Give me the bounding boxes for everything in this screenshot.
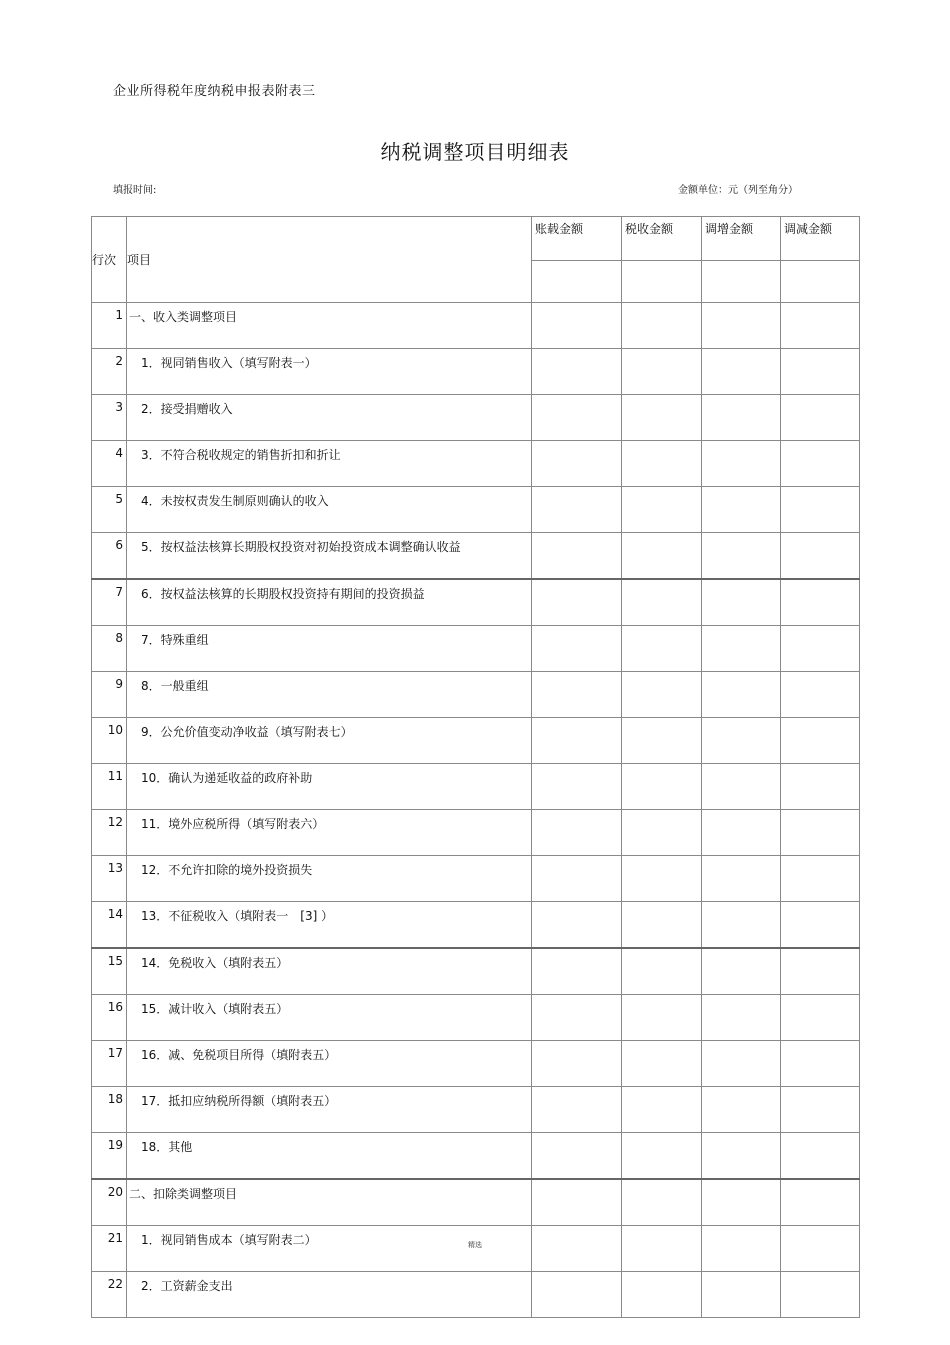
book-amount-cell[interactable] [532, 1041, 622, 1087]
header-blank-cell [532, 261, 622, 303]
increase-amount-cell[interactable] [702, 626, 781, 672]
decrease-amount-cell[interactable] [781, 1133, 860, 1180]
row-number: 19 [92, 1133, 127, 1180]
page-title: 纳税调整项目明细表 [380, 140, 570, 164]
book-amount-cell[interactable] [532, 995, 622, 1041]
column-header-book-amount: 账载金额 [532, 217, 622, 261]
column-header-decrease-amount: 调减金额 [781, 217, 860, 261]
tax-amount-cell[interactable] [622, 948, 702, 995]
tax-amount-cell[interactable] [622, 626, 702, 672]
table-row [92, 579, 860, 626]
tax-amount-cell[interactable] [622, 1272, 702, 1318]
header-blank-cell [702, 261, 781, 303]
book-amount-cell[interactable] [532, 533, 622, 580]
table-row [92, 948, 860, 995]
tax-amount-cell[interactable] [622, 441, 702, 487]
table-row [92, 1179, 860, 1226]
row-item-label: 5．按权益法核算长期股权投资对初始投资成本调整确认收益 [127, 533, 532, 580]
row-item-label: 3．不符合税收规定的销售折扣和折让 [127, 441, 532, 487]
decrease-amount-cell[interactable] [781, 349, 860, 395]
book-amount-cell[interactable] [532, 1179, 622, 1226]
row-item-label: 9．公允价值变动净收益（填写附表七） [127, 718, 532, 764]
table-row [92, 1272, 860, 1318]
increase-amount-cell[interactable] [702, 533, 781, 580]
row-item-label: 10．确认为递延收益的政府补助 [127, 764, 532, 810]
footer-text: 精选 [468, 1241, 482, 1249]
book-amount-cell[interactable] [532, 902, 622, 949]
tax-amount-cell[interactable] [622, 1087, 702, 1133]
table-row [92, 487, 860, 533]
tax-amount-cell[interactable] [622, 1179, 702, 1226]
row-item-label: 8．一般重组 [127, 672, 532, 718]
tax-amount-cell[interactable] [622, 672, 702, 718]
book-amount-cell[interactable] [532, 626, 622, 672]
row-number: 1 [92, 303, 127, 349]
decrease-amount-cell[interactable] [781, 902, 860, 949]
row-number: 20 [92, 1179, 127, 1226]
row-number: 14 [92, 902, 127, 949]
decrease-amount-cell[interactable] [781, 626, 860, 672]
tax-amount-cell[interactable] [622, 856, 702, 902]
tax-amount-cell[interactable] [622, 1133, 702, 1180]
row-item-label: 18．其他 [127, 1133, 532, 1180]
book-amount-cell[interactable] [532, 764, 622, 810]
tax-amount-cell[interactable] [622, 533, 702, 580]
row-number: 18 [92, 1087, 127, 1133]
book-amount-cell[interactable] [532, 718, 622, 764]
row-item-label: 1．视同销售成本（填写附表二） [127, 1226, 532, 1272]
tax-amount-cell[interactable] [622, 579, 702, 626]
book-amount-cell[interactable] [532, 1087, 622, 1133]
table-row [92, 718, 860, 764]
row-number: 15 [92, 948, 127, 995]
row-number: 12 [92, 810, 127, 856]
increase-amount-cell[interactable] [702, 579, 781, 626]
tax-amount-cell[interactable] [622, 902, 702, 949]
fill-time-label: 填报时间: [113, 185, 157, 196]
increase-amount-cell[interactable] [702, 672, 781, 718]
row-number: 7 [92, 579, 127, 626]
decrease-amount-cell[interactable] [781, 810, 860, 856]
increase-amount-cell[interactable] [702, 1087, 781, 1133]
decrease-amount-cell[interactable] [781, 303, 860, 349]
table-row [92, 626, 860, 672]
book-amount-cell[interactable] [532, 810, 622, 856]
row-item-label: 4．未按权责发生制原则确认的收入 [127, 487, 532, 533]
row-number: 11 [92, 764, 127, 810]
table-row [92, 902, 860, 949]
book-amount-cell[interactable] [532, 672, 622, 718]
header-blank-cell [781, 261, 860, 303]
decrease-amount-cell[interactable] [781, 672, 860, 718]
unit-label: 金额单位：元（列至角分） [678, 185, 798, 196]
decrease-amount-cell[interactable] [781, 856, 860, 902]
increase-amount-cell[interactable] [702, 856, 781, 902]
row-item-label: 一、收入类调整项目 [127, 303, 532, 349]
table-row [92, 1133, 860, 1180]
column-header-increase-amount: 调增金额 [702, 217, 781, 261]
row-item-label: 17．抵扣应纳税所得额（填附表五） [127, 1087, 532, 1133]
increase-amount-cell[interactable] [702, 441, 781, 487]
increase-amount-cell[interactable] [702, 764, 781, 810]
form-name: 企业所得税年度纳税申报表附表三 [113, 84, 316, 99]
row-item-label: 16．减、免税项目所得（填附表五） [127, 1041, 532, 1087]
increase-amount-cell[interactable] [702, 718, 781, 764]
row-number: 2 [92, 349, 127, 395]
decrease-amount-cell[interactable] [781, 395, 860, 441]
decrease-amount-cell[interactable] [781, 1041, 860, 1087]
increase-amount-cell[interactable] [702, 303, 781, 349]
tax-amount-cell[interactable] [622, 1041, 702, 1087]
table-row [92, 810, 860, 856]
decrease-amount-cell[interactable] [781, 533, 860, 580]
table-row [92, 672, 860, 718]
table-row [92, 533, 860, 580]
decrease-amount-cell[interactable] [781, 579, 860, 626]
increase-amount-cell[interactable] [702, 1133, 781, 1180]
table-row [92, 1041, 860, 1087]
tax-amount-cell[interactable] [622, 349, 702, 395]
table-row [92, 1087, 860, 1133]
book-amount-cell[interactable] [532, 395, 622, 441]
row-number: 21 [92, 1226, 127, 1272]
table-row [92, 995, 860, 1041]
decrease-amount-cell[interactable] [781, 441, 860, 487]
column-header-item: 项目 [127, 217, 532, 303]
book-amount-cell[interactable] [532, 579, 622, 626]
decrease-amount-cell[interactable] [781, 1272, 860, 1318]
column-header-row-no: 行次 [92, 217, 127, 303]
decrease-amount-cell[interactable] [781, 718, 860, 764]
tax-amount-cell[interactable] [622, 718, 702, 764]
table-row [92, 441, 860, 487]
book-amount-cell[interactable] [532, 349, 622, 395]
tax-amount-cell[interactable] [622, 810, 702, 856]
book-amount-cell[interactable] [532, 948, 622, 995]
row-number: 10 [92, 718, 127, 764]
book-amount-cell[interactable] [532, 487, 622, 533]
increase-amount-cell[interactable] [702, 902, 781, 949]
table-header-row [92, 217, 860, 261]
row-item-label: 14．免税收入（填附表五） [127, 948, 532, 995]
book-amount-cell[interactable] [532, 1272, 622, 1318]
increase-amount-cell[interactable] [702, 487, 781, 533]
row-number: 8 [92, 626, 127, 672]
row-number: 5 [92, 487, 127, 533]
tax-amount-cell[interactable] [622, 303, 702, 349]
decrease-amount-cell[interactable] [781, 948, 860, 995]
row-item-label: 15．减计收入（填附表五） [127, 995, 532, 1041]
tax-amount-cell[interactable] [622, 995, 702, 1041]
tax-amount-cell[interactable] [622, 764, 702, 810]
table-row [92, 764, 860, 810]
row-item-label: 12．不允许扣除的境外投资损失 [127, 856, 532, 902]
adjustment-table [91, 216, 860, 1318]
increase-amount-cell[interactable] [702, 395, 781, 441]
increase-amount-cell[interactable] [702, 1179, 781, 1226]
row-item-label: 二、扣除类调整项目 [127, 1179, 532, 1226]
increase-amount-cell[interactable] [702, 995, 781, 1041]
decrease-amount-cell[interactable] [781, 1179, 860, 1226]
decrease-amount-cell[interactable] [781, 995, 860, 1041]
increase-amount-cell[interactable] [702, 1272, 781, 1318]
book-amount-cell[interactable] [532, 856, 622, 902]
decrease-amount-cell[interactable] [781, 487, 860, 533]
row-item-label: 1．视同销售收入（填写附表一） [127, 349, 532, 395]
increase-amount-cell[interactable] [702, 1041, 781, 1087]
row-number: 3 [92, 395, 127, 441]
row-number: 9 [92, 672, 127, 718]
decrease-amount-cell[interactable] [781, 764, 860, 810]
tax-amount-cell[interactable] [622, 487, 702, 533]
book-amount-cell[interactable] [532, 1133, 622, 1180]
row-item-label: 2．接受捐赠收入 [127, 395, 532, 441]
column-header-tax-amount: 税收金额 [622, 217, 702, 261]
row-item-label: 11．境外应税所得（填写附表六） [127, 810, 532, 856]
row-number: 17 [92, 1041, 127, 1087]
row-number: 22 [92, 1272, 127, 1318]
decrease-amount-cell[interactable] [781, 1087, 860, 1133]
row-number: 4 [92, 441, 127, 487]
table-row [92, 349, 860, 395]
increase-amount-cell[interactable] [702, 349, 781, 395]
table-row [92, 303, 860, 349]
increase-amount-cell[interactable] [702, 810, 781, 856]
book-amount-cell[interactable] [532, 303, 622, 349]
row-item-label: 7．特殊重组 [127, 626, 532, 672]
tax-amount-cell[interactable] [622, 395, 702, 441]
table-row [92, 856, 860, 902]
row-number: 16 [92, 995, 127, 1041]
table-row [92, 395, 860, 441]
row-item-label: 2．工资薪金支出 [127, 1272, 532, 1318]
row-number: 13 [92, 856, 127, 902]
row-item-label: 6．按权益法核算的长期股权投资持有期间的投资损益 [127, 579, 532, 626]
book-amount-cell[interactable] [532, 441, 622, 487]
row-item-label: 13．不征税收入（填附表一 [3] ） [127, 902, 532, 949]
row-number: 6 [92, 533, 127, 580]
increase-amount-cell[interactable] [702, 948, 781, 995]
header-blank-cell [622, 261, 702, 303]
